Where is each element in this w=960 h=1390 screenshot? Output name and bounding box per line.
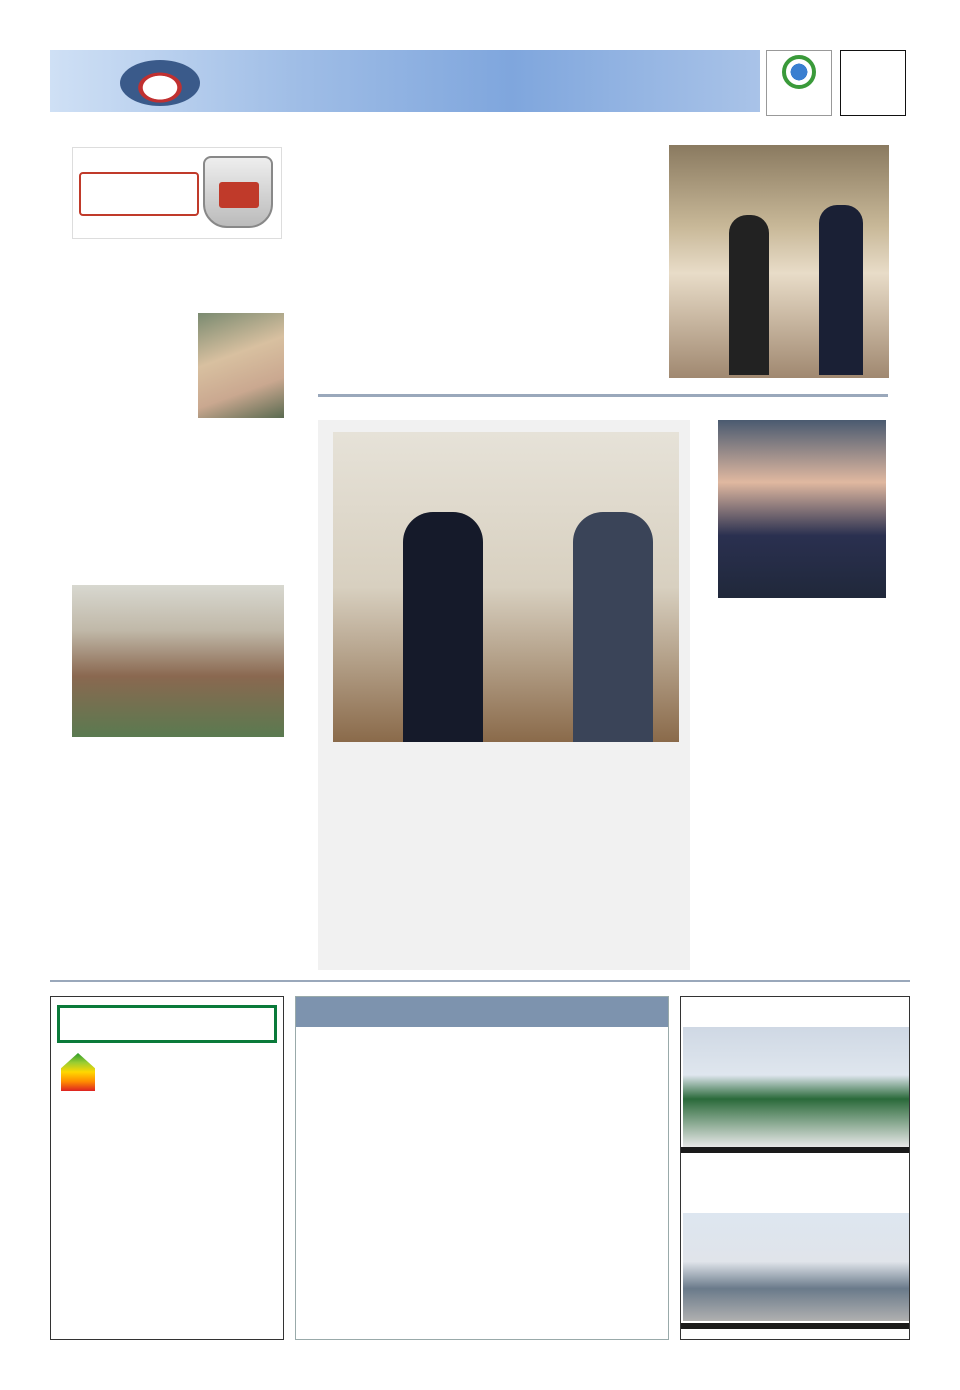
initiative-body	[718, 690, 890, 718]
episkepsi-photo	[333, 432, 679, 742]
kafe-logo-text	[79, 172, 199, 216]
gialsoratos-photo	[72, 585, 284, 737]
weather-title	[296, 997, 668, 1027]
syriza-body	[72, 307, 284, 419]
ntavaris-address1	[681, 1147, 910, 1153]
recycle-icon	[782, 55, 816, 89]
person-silhouette	[729, 215, 769, 375]
stafida-body	[318, 184, 664, 198]
papadakos-photo	[718, 420, 886, 598]
qr-code-icon[interactable]	[840, 50, 906, 116]
person-silhouette	[573, 512, 653, 742]
gas-station-photo	[683, 1027, 909, 1147]
coffee-cup-icon	[203, 156, 273, 228]
kafe-logo	[72, 147, 282, 239]
weather-box	[295, 996, 669, 1340]
person-silhouette	[403, 512, 483, 742]
section-divider	[50, 980, 910, 982]
ntavaris-address2	[681, 1323, 910, 1329]
klonaris-ad[interactable]	[50, 996, 284, 1340]
gas-station-photo-2	[683, 1213, 909, 1321]
section-divider	[318, 394, 888, 397]
house-energy-icon	[61, 1053, 95, 1091]
stafida-photo	[669, 145, 889, 378]
klonaris-brand	[57, 1005, 277, 1043]
photo-float	[194, 307, 284, 419]
ntavaris-ad[interactable]	[680, 996, 910, 1340]
recycle-logo	[766, 50, 832, 116]
energy-graphic	[51, 1047, 283, 1093]
person-silhouette	[819, 205, 863, 375]
eye-graphic	[120, 60, 200, 106]
episkepsi-col1	[333, 830, 501, 833]
header-banner	[50, 50, 760, 112]
